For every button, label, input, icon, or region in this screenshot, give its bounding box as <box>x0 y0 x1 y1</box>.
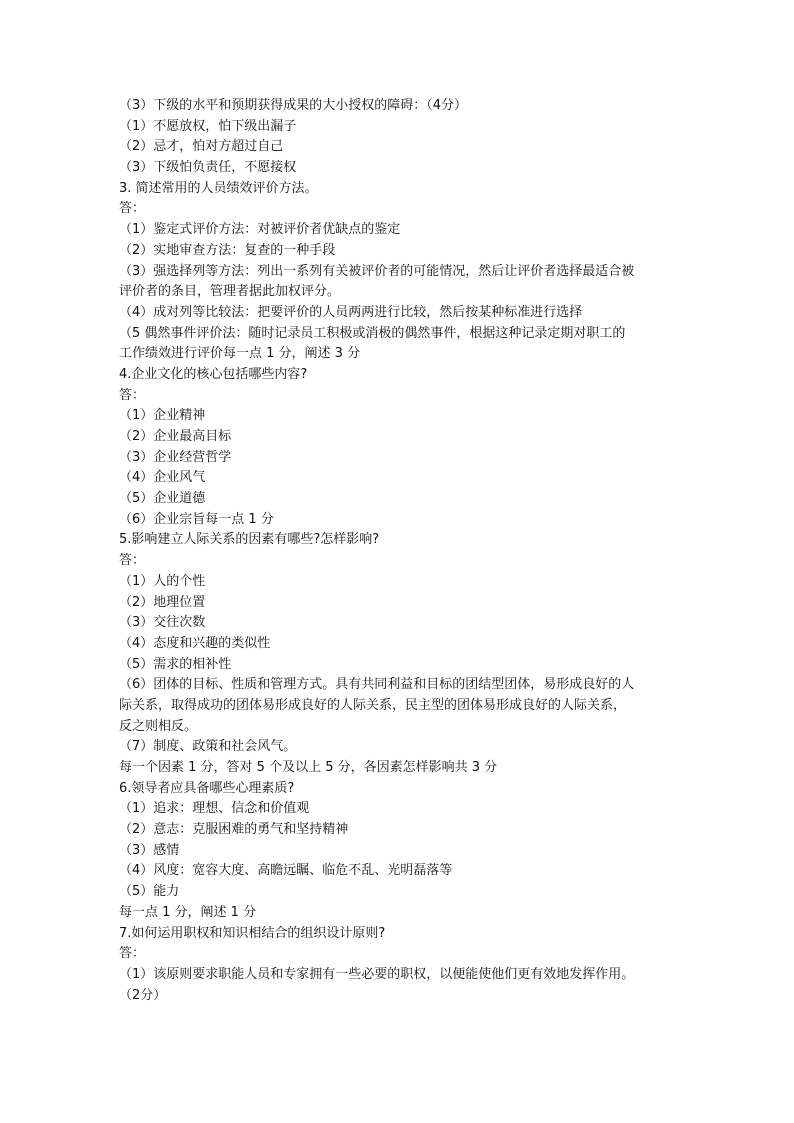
text-line: （4）企业风气 <box>119 470 206 486</box>
text-line: 工作绩效进行评价每一点 1 分，阐述 3 分 <box>119 346 361 362</box>
answer-label: 答： <box>119 387 146 403</box>
text-line: （3）强选择列等方法：列出一系列有关被评价者的可能情况，然后让评价者选择最适合被 <box>119 263 635 279</box>
text-line: （3）下级的水平和预期获得成果的大小授权的障碍：（4分） <box>119 98 468 113</box>
text-line: （2）企业最高目标 <box>119 429 232 444</box>
document-page <box>119 96 681 1006</box>
text-line: （1）追求：理想、信念和价值观 <box>119 801 310 817</box>
question-heading: 7.如何运用职权和知识相结合的组织设计原则? <box>119 925 386 941</box>
text-line: （2）意志：克服困难的勇气和坚持精神 <box>119 822 349 838</box>
text-line: 评价者的条目，管理者据此加权评分。 <box>119 284 341 300</box>
text-line: （1）不愿放权，怕下级出漏子 <box>119 118 297 134</box>
text-line: 反之则相反。 <box>119 718 198 734</box>
text-line: 际关系，取得成功的团体易形成良好的人际关系，民主型的团体易形成良好的人际关系， <box>119 697 627 713</box>
text-line: （5 偶然事件评价法：随时记录员工积极或消极的偶然事件，根据这种记录定期对职工的 <box>119 325 626 341</box>
answer-label: 答： <box>119 946 146 962</box>
text-line: （4）态度和兴趣的类似性 <box>119 635 271 651</box>
text-line: （4）成对列等比较法：把要评价的人员两两进行比较，然后按某种标准进行选择 <box>119 304 583 320</box>
text-line: （5）企业道德 <box>119 491 206 507</box>
answer-label: 答： <box>119 201 146 217</box>
text-line: （5）需求的相补性 <box>119 656 232 672</box>
text-line: （2）地理位置 <box>119 594 206 610</box>
text-line: （6）企业宗旨每一点 1 分 <box>119 511 274 527</box>
text-line: （4）风度：宽容大度、高瞻远瞩、临危不乱、光明磊落等 <box>119 863 453 879</box>
text-line: （1）企业精神 <box>119 408 206 424</box>
text-line: 每一个因素 1 分，答对 5 个及以上 5 分，各因素怎样影响共 3 分 <box>119 760 498 775</box>
text-line: （2）忌才，怕对方超过自己 <box>119 139 284 155</box>
text-line: （1）该原则要求职能人员和专家拥有一些必要的职权，以便能使他们更有效地发挥作用。 <box>119 966 635 982</box>
text-line: （7）制度、政策和社会风气。 <box>119 739 297 755</box>
text-line: （1）鉴定式评价方法：对被评价者优缺点的鉴定 <box>119 222 401 238</box>
text-line: （2分） <box>119 987 167 1003</box>
question-heading: 5.影响建立人际关系的因素有哪些?怎样影响? <box>119 532 380 548</box>
text-line: （2）实地审查方法：复查的一种手段 <box>119 242 336 258</box>
text-line: （1）人的个性 <box>119 573 206 589</box>
text-line: （3）交往次数 <box>119 615 206 631</box>
question-heading: 6.领导者应具备哪些心理素质? <box>119 780 295 796</box>
text-line: （3）下级怕负责任，不愿接权 <box>119 160 297 176</box>
text-line: （3）企业经营哲学 <box>119 449 232 465</box>
text-line: （3）感情 <box>119 842 180 858</box>
answer-label: 答： <box>119 553 146 569</box>
text-line: 每一点 1 分，阐述 1 分 <box>119 904 257 920</box>
text-line: （5）能力 <box>119 884 180 900</box>
question-heading: 4.企业文化的核心包括哪些内容? <box>119 366 308 382</box>
text-line: （6）团体的目标、性质和管理方式。具有共同利益和目标的团结型团体，易形成良好的人 <box>119 677 635 693</box>
question-heading: 3. 简述常用的人员绩效评价方法。 <box>119 180 318 196</box>
